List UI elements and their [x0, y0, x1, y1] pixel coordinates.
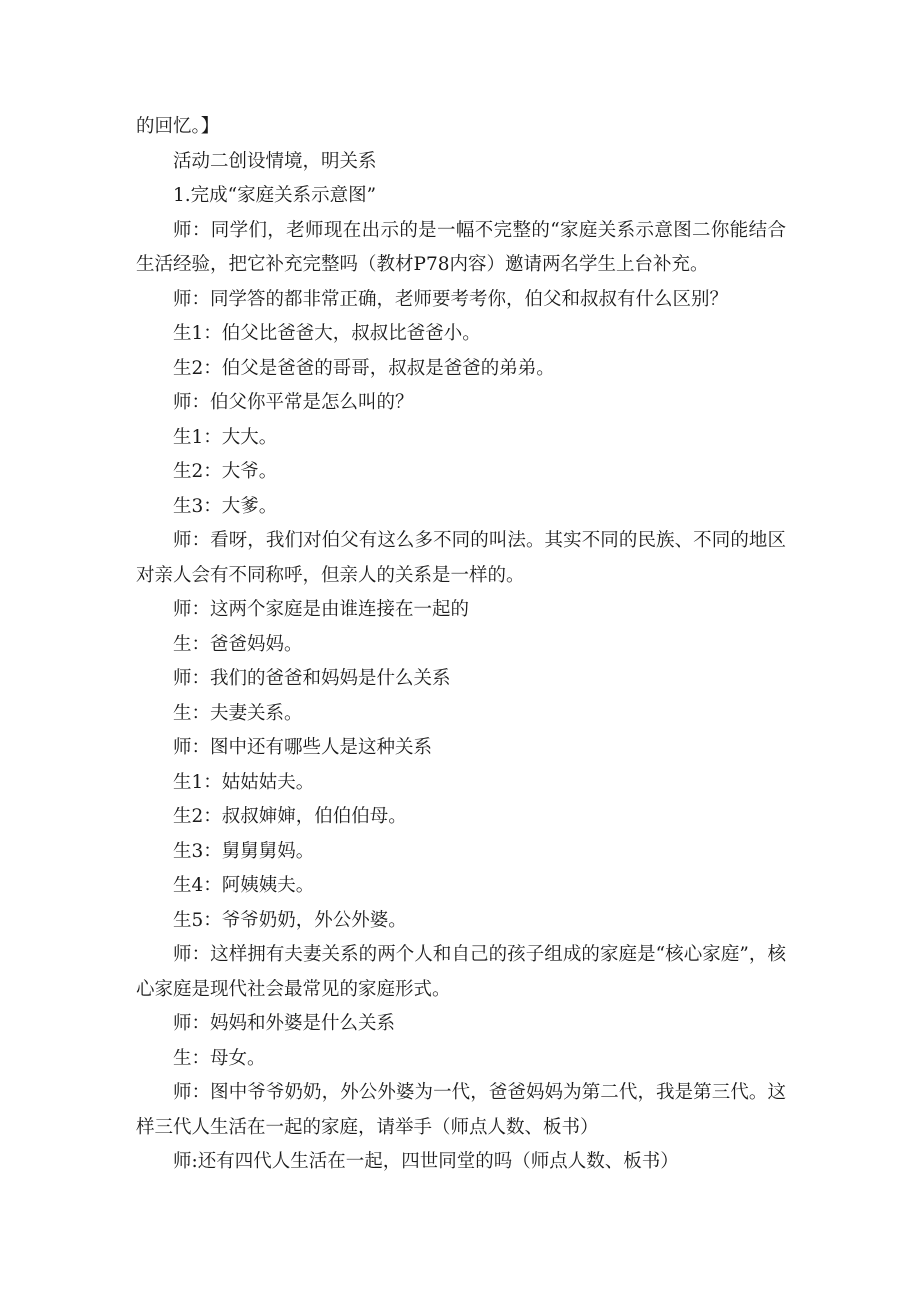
document-body [136, 110, 786, 1180]
paragraph: 生1：伯父比爸爸大，叔叔比爸爸小。 [173, 323, 481, 344]
subsection-heading: 1.完成“家庭关系示意图” [173, 185, 377, 206]
paragraph: 生2：叔叔婶婶，伯伯伯母。 [173, 806, 407, 827]
paragraph: 生3：大爹。 [173, 495, 278, 517]
paragraph: 生2：大爷。 [173, 461, 278, 482]
paragraph: 的回忆。】 [136, 116, 220, 137]
paragraph: 生2：伯父是爸爸的哥哥，叔叔是爸爸的弟弟。 [173, 357, 555, 379]
paragraph: 师：我们的爸爸和妈妈是什么关系 [173, 668, 451, 689]
paragraph: 生1：大大。 [173, 426, 278, 448]
paragraph: 生5：爷爷奶奶，外公外婆。 [173, 909, 407, 931]
paragraph: 师:还有四代人生活在一起，四世同堂的吗（师点人数、板书） [173, 1151, 679, 1172]
paragraph: 师：这两个家庭是由谁连接在一起的 [173, 599, 470, 620]
paragraph: 师：妈妈和外婆是什么关系 [173, 1013, 396, 1034]
paragraph: 生：母女。 [173, 1047, 266, 1069]
paragraph: 生：爸爸妈妈。 [173, 633, 303, 655]
paragraph: 师：图中爷爷奶奶，外公外婆为一代，爸爸妈妈为第二代，我是第三代。这样三代人生活在一起的家庭，请举手（师点人数、板书） [136, 1082, 786, 1138]
paragraph: 师：同学们，老师现在出示的是一幅不完整的“家庭关系示意图二你能结合生活经验，把它补充完整吗（教材P78内容）邀请两名学生上台补充。 [136, 219, 786, 275]
paragraph: 师：伯父你平常是怎么叫的？ [173, 392, 414, 413]
paragraph: 生：夫妻关系。 [173, 702, 303, 724]
paragraph: 生1：姑姑姑夫。 [173, 771, 315, 793]
paragraph: 生3：舅舅舅妈。 [173, 840, 315, 862]
paragraph: 师：同学答的都非常正确，老师要考考你，伯父和叔叔有什么区别？ [173, 288, 729, 310]
paragraph: 师：图中还有哪些人是这种关系 [173, 737, 433, 758]
section-heading: 活动二创设情境，明关系 [173, 150, 377, 172]
paragraph: 师：看呀，我们对伯父有这么多不同的叫法。其实不同的民族、不同的地区对亲人会有不同称呼，但亲人的关系是一样的。 [136, 530, 786, 586]
paragraph: 生4：阿姨姨夫。 [173, 875, 315, 896]
paragraph: 师：这样拥有夫妻关系的两个人和自己的孩子组成的家庭是“核心家庭”，核心家庭是现代社会最常见的家庭形式。 [136, 944, 786, 1000]
